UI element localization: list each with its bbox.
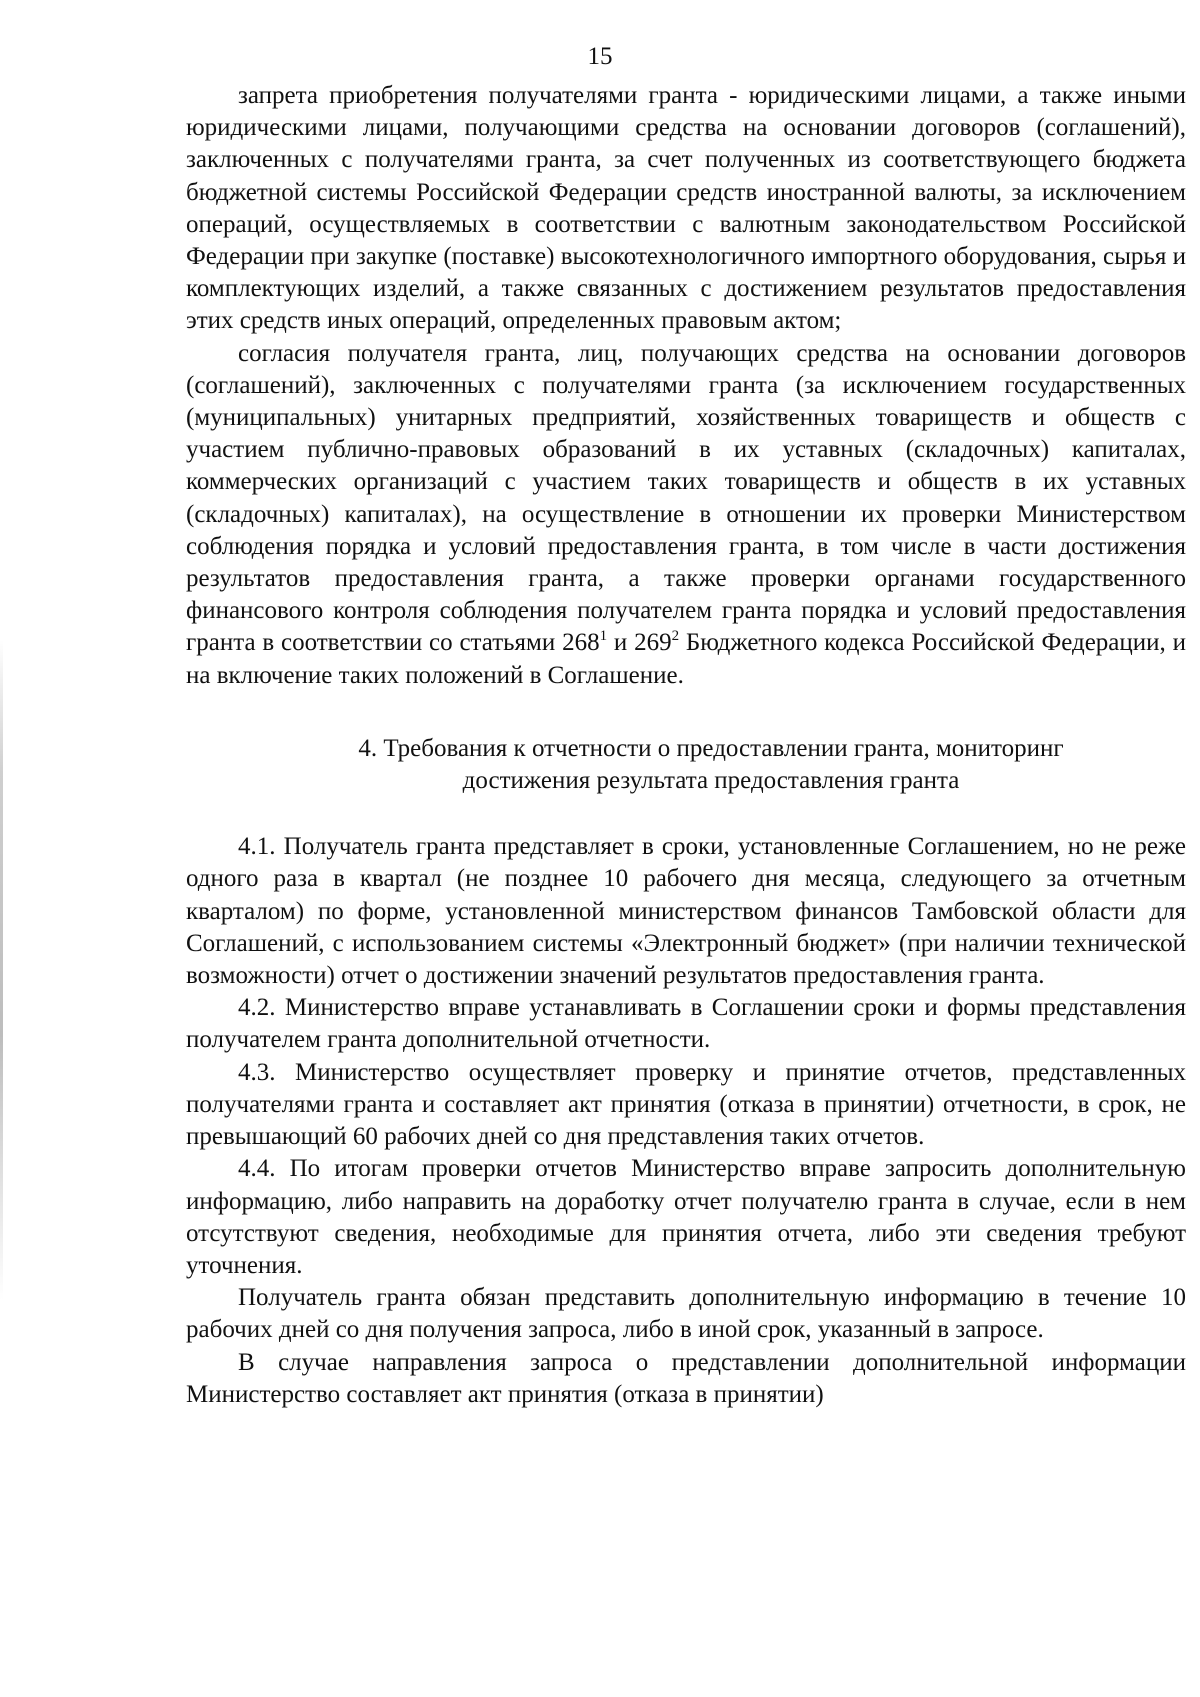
superscript-article-268: 1: [599, 628, 608, 645]
consent-text-part-3: Бюджетного кодекса Российской Федерации, и на включение таких положений в Соглашение.: [186, 629, 1186, 689]
superscript-article-269: 2: [671, 628, 680, 645]
section-4-heading-line-1: 4. Требования к отчетности о предоставлении гранта, мониторинг: [358, 734, 1064, 762]
page-number: 15: [587, 43, 613, 70]
paragraph-inspection-consent: [186, 338, 1186, 692]
paragraph-currency-restriction: запрета приобретения получателями гранта - юридическими лицами, а также иными юридическими лицами, получающими средства на основании договоров (соглашений), заключенных с получателями гранта, за счет полученных из соответствующего бюджета бюджетной системы Российской Федерации средств иностранной валюты, за исключением операций, осуществляемых в соответствии с валютным законодательством Российской Федерации при закупке (поставке) высокотехнологичного импортного оборудования, сырья и комплектующих изделий, а также связанных с достижением результатов предоставления этих средств иных операций, определенных правовым актом;: [186, 82, 1186, 335]
paragraph-request-act: В случае направления запроса о представлении дополнительной информации Министерство составляет акт принятия (отказа в принятии): [186, 1348, 1186, 1408]
scan-edge-shadow: [0, 640, 3, 1300]
consent-text-part-2: и 269: [607, 629, 672, 657]
paragraph-4-2: 4.2. Министерство вправе устанавливать в Соглашении сроки и формы представления получателем гранта дополнительной отчетности.: [186, 994, 1186, 1054]
section-4-heading: [186, 733, 1186, 797]
paragraph-4-1: 4.1. Получатель гранта представляет в сроки, установленные Соглашением, но не реже одного раза в квартал (не позднее 10 рабочего дня месяца, следующего за отчетным кварталом) по форме, установленной министерством финансов Тамбовской области для Соглашений, с использованием системы «Электронный бюджет» (при наличии технической возможности) отчет о достижении значений результатов предоставления гранта.: [186, 833, 1186, 990]
paragraph-4-3: 4.3. Министерство осуществляет проверку и принятие отчетов, представленных получателями гранта и составляет акт принятия (отказа в принятии) отчетности, в срок, не превышающий 60 рабочих дней со дня представления таких отчетов.: [186, 1058, 1186, 1151]
section-4-heading-line-2: достижения результата предоставления гранта: [462, 767, 960, 795]
document-body: [186, 80, 1186, 1411]
paragraph-4-4: 4.4. По итогам проверки отчетов Министерство вправе запросить дополнительную информацию, либо направить на доработку отчет получателю гранта в случае, если в нем отсутствуют сведения, необходимые для принятия отчета, либо эти сведения требуют уточнения.: [186, 1155, 1186, 1279]
consent-text-part-1: согласия получателя гранта, лиц, получающих средства на основании договоров (соглашений), заключенных с получателями гранта (за исключением государственных (муниципальных) унитарных предприятий, хозяйственных товариществ и обществ с участием публично-правовых образований в их уставных (складочных) капиталах, коммерческих организаций с участием таких товариществ и обществ в их уставных (складочных) капиталах), на осуществление в отношении их проверки Министерством соблюдения порядка и условий предоставления гранта, в том числе в части достижения результатов предоставления гранта, а также проверки органами государственного финансового контроля соблюдения получателем гранта порядка и условий предоставления гранта в соответствии со статьями 268: [186, 339, 1186, 657]
paragraph-additional-info: Получатель гранта обязан представить дополнительную информацию в течение 10 рабочих дней со дня получения запроса, либо в иной срок, указанный в запросе.: [186, 1284, 1186, 1344]
